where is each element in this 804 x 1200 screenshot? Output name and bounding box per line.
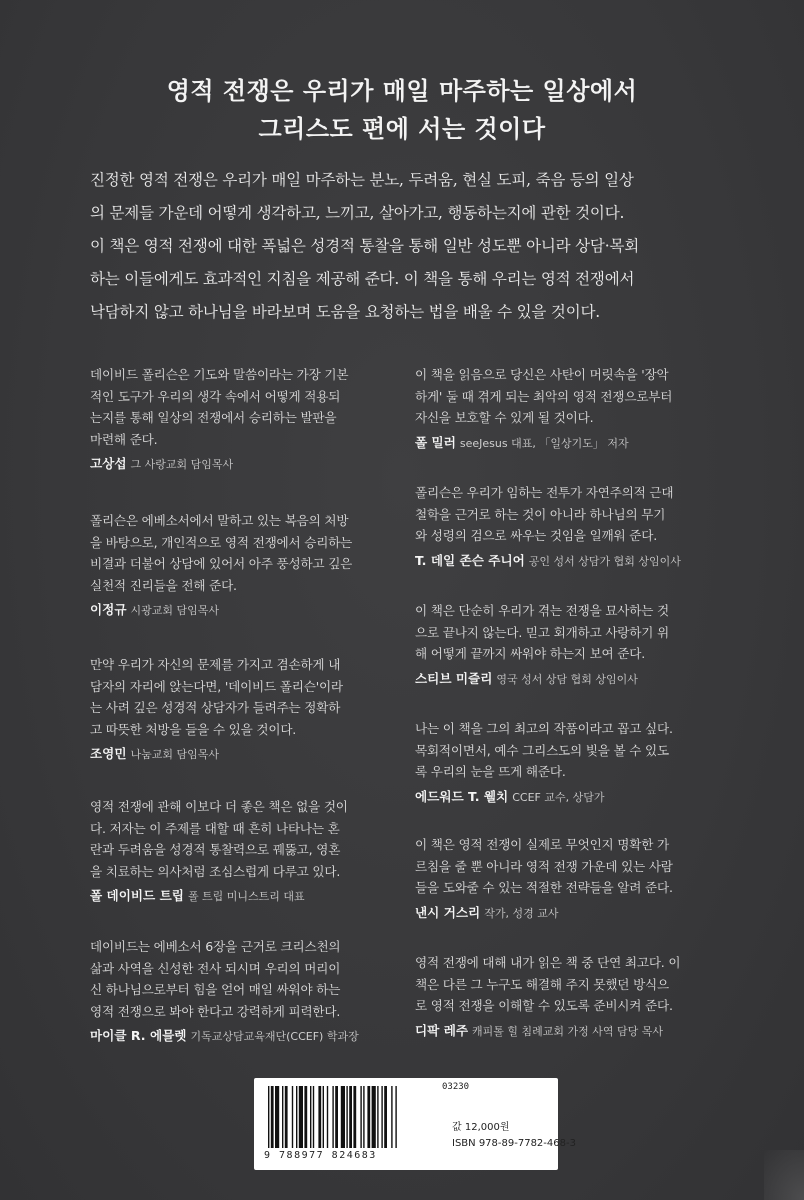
endorser [90, 600, 390, 621]
endorsement-line: 영적 전쟁에 관해 이보다 더 좋은 책은 없을 것이 [90, 799, 348, 814]
endorser-name: 이정규 [90, 602, 127, 617]
endorsement [90, 654, 390, 765]
barcode-bar [275, 1086, 279, 1148]
endorsement-line: 란과 두려움을 성경적 통찰력으로 꿰뚫고, 영혼 [90, 842, 341, 857]
corner-smudge [764, 1150, 804, 1200]
endorser-name: 고상섭 [90, 456, 127, 471]
intro-line: 하는 이들에게도 효과적인 지침을 제공해 준다. 이 책을 통해 우리는 영적 전쟁에서 [90, 270, 635, 288]
endorsement-line: 으로 끝나지 않는다. 믿고 회개하고 사랑하기 위 [415, 624, 669, 640]
endorser-name: 스티브 미즐리 [415, 670, 493, 686]
endorsement-line: 는지를 통해 일상의 전쟁에서 승리하는 발판을 [90, 410, 337, 425]
barcode-bar [285, 1086, 288, 1148]
endorser-role: 공인 성서 상담가 협회 상임이사 [528, 554, 681, 568]
barcode-bar [268, 1086, 269, 1148]
barcode-bar [310, 1086, 311, 1148]
endorser-role: 기독교상담교육재단(CCEF) 학과장 [190, 1030, 359, 1043]
endorser [415, 669, 715, 690]
endorsement-line: 영적 전쟁으로 봐야 한다고 강력하게 피력한다. [90, 1003, 341, 1019]
endorsement-text [90, 936, 390, 1022]
endorsement-line: 는 사려 깊은 성경적 상담자가 들려주는 정확하 [90, 700, 341, 715]
barcode-bar [395, 1086, 396, 1148]
endorsement [90, 796, 390, 907]
barcode-bar [384, 1086, 387, 1148]
isbn-barcode-label [254, 1078, 576, 1170]
endorser-role: seeJesus 대표, 「일상기도」 저자 [459, 436, 629, 450]
intro-line: 진정한 영적 전쟁은 우리가 매일 마주하는 분노, 두려움, 현실 도피, 죽음 등의 일상 [90, 171, 634, 189]
endorser-role: 그 사랑교회 담임목사 [130, 458, 234, 471]
endorser-role: 나눔교회 담임목사 [130, 748, 220, 761]
barcode-bar [360, 1086, 361, 1148]
intro-line: 이 책은 영적 전쟁에 대한 폭넓은 성경적 통찰을 통해 일반 성도뿐 아니라 상담·목회 [90, 237, 639, 255]
endorser-name: 낸시 거스리 [415, 904, 481, 920]
barcode-bar [292, 1086, 293, 1148]
endorsement-text [415, 718, 715, 783]
endorsement-line: 나는 이 책을 그의 최고의 작품이라고 꼽고 싶다. [415, 721, 673, 736]
endorser-name: 폴 밀러 [415, 434, 456, 450]
endorser [90, 454, 390, 475]
endorsement-line: 르침을 줄 뿐 아니라 영적 전쟁 가운데 있는 사람 [415, 858, 673, 874]
endorsement-line: 영적 전쟁에 대해 내가 읽은 책 중 단연 최고다. 이 [415, 955, 681, 970]
barcode-bar [299, 1086, 303, 1148]
endorser [415, 787, 715, 808]
endorsement-line: 자신을 보호할 수 있게 될 것이다. [415, 410, 594, 425]
endorser-name: 폴 데이비드 트립 [90, 888, 184, 903]
endorsement-line: 비결과 더불어 상담에 있어서 아주 풍성하고 깊은 [90, 556, 353, 571]
endorsement [415, 600, 715, 690]
endorsement-line: 목회적이면서, 예수 그리스도의 빛을 볼 수 있도 [415, 742, 669, 758]
endorsement-line: 이 책은 영적 전쟁이 실제로 무엇인지 명확한 가 [415, 837, 669, 852]
endorsement [415, 952, 715, 1042]
endorsement [415, 364, 715, 454]
endorsement-line: 고 따뜻한 처방을 들을 수 있을 것이다. [90, 721, 297, 737]
barcode-bar [346, 1086, 347, 1148]
barcode-bar [349, 1086, 352, 1148]
intro-line: 의 문제들 가운데 어떻게 생각하고, 느끼고, 살아가고, 행동하는지에 관한 것이다. [90, 204, 625, 222]
endorser [90, 744, 390, 765]
endorsement-line: 을 치료하는 의사처럼 조심스럽게 다루고 있다. [90, 863, 341, 879]
endorsement-text [415, 952, 715, 1017]
endorser-role: CCEF 교수, 상담가 [512, 790, 605, 804]
intro-paragraph [90, 164, 714, 329]
endorser-role: 영국 성서 상담 협회 상임이사 [496, 672, 638, 686]
endorsement-text [415, 600, 715, 665]
endorser-role: 캐피톨 힐 침례교회 가정 사역 담당 목사 [472, 1024, 664, 1038]
addon-code: 03230 [442, 1082, 470, 1092]
isbn-text: ISBN 978-89-7782-468-3 [452, 1138, 576, 1149]
headline [0, 72, 804, 148]
barcode-bar [313, 1086, 314, 1148]
barcode-bar [323, 1086, 324, 1148]
endorser-name: 마이클 R. 에믈렛 [90, 1028, 187, 1043]
endorser [415, 551, 715, 572]
barcode-bar [282, 1086, 283, 1148]
endorsement-line: 책은 다른 그 누구도 해결해 주지 못했던 방식으 [415, 976, 669, 992]
endorsement-line: 이 책을 읽음으로 당신은 사탄이 머릿속을 '장악 [415, 367, 669, 382]
endorsement-text [90, 510, 390, 596]
endorsement-line: 실천적 진리들을 전해 준다. [90, 577, 237, 593]
barcode-bar [332, 1086, 333, 1148]
endorsement [415, 718, 715, 808]
barcode-bar [304, 1086, 307, 1148]
endorsement-line: 담자의 자리에 앉는다면, '데이비드 폴리슨'이라 [90, 678, 343, 694]
barcode-bar [296, 1086, 297, 1148]
barcode-image [264, 1086, 442, 1150]
barcode-bar [327, 1086, 328, 1148]
endorser-name: T. 데일 존슨 주니어 [415, 552, 525, 568]
headline-line-1: 영적 전쟁은 우리가 매일 마주하는 일상에서 [166, 77, 638, 105]
endorsement-line: 이 책은 단순히 우리가 겪는 전쟁을 묘사하는 것 [415, 603, 669, 618]
endorser [415, 433, 715, 454]
endorsement-line: 해 어떻게 끝까지 싸워야 하는지 보여 준다. [415, 646, 646, 661]
endorsement-line: 폴리슨은 에베소서에서 말하고 있는 복음의 처방 [90, 513, 349, 528]
endorsement [90, 936, 390, 1047]
barcode-bar [353, 1086, 356, 1148]
barcode-bar [318, 1086, 321, 1148]
endorser [90, 1026, 390, 1047]
endorsement [90, 510, 390, 621]
price-text: 값 12,000원 [452, 1122, 510, 1133]
endorsement-line: 마련해 준다. [90, 431, 158, 447]
headline-line-2: 그리스도 편에 서는 것이다 [258, 115, 546, 143]
barcode-digits: 9 788977 824683 [264, 1150, 377, 1161]
endorsement-line: 하게' 둘 때 겪게 되는 최악의 영적 전쟁으로부터 [415, 388, 673, 404]
endorser-name: 디팍 레주 [415, 1022, 469, 1038]
endorser-name: 에드워드 T. 웰치 [415, 788, 509, 804]
barcode-bar [372, 1086, 376, 1148]
endorser-role: 시광교회 담임목사 [130, 604, 220, 617]
barcode-bar [377, 1086, 378, 1148]
endorsement-line: 적인 도구가 우리의 생각 속에서 어떻게 적용되 [90, 388, 341, 404]
endorsement-text [90, 654, 390, 740]
endorsement-line: 록 우리의 눈을 뜨게 해준다. [415, 764, 566, 779]
barcode-bar [367, 1086, 370, 1148]
endorser [415, 1021, 715, 1042]
price-block [452, 1120, 576, 1152]
endorser [415, 903, 715, 924]
endorsement-text [90, 364, 390, 450]
endorsement-line: 데이비드는 에베소서 6장을 근거로 크리스천의 [90, 939, 341, 954]
endorsement-line: 와 성령의 검으로 싸우는 것임을 일깨워 준다. [415, 528, 658, 543]
endorsement-line: 다. 저자는 이 주제를 대할 때 흔히 나타나는 혼 [90, 820, 340, 836]
barcode-bar [335, 1086, 338, 1148]
barcode-bar [271, 1086, 274, 1148]
endorsement-line: 데이비드 폴리슨은 기도와 말씀이라는 가장 기본 [90, 367, 349, 382]
endorser-name: 조영민 [90, 746, 127, 761]
endorsement-text [415, 364, 715, 429]
endorser-role: 폴 트립 미니스트리 대표 [187, 890, 305, 903]
endorser-role: 작가, 성경 교사 [484, 906, 559, 920]
barcode-bar [391, 1086, 392, 1148]
endorser [90, 886, 390, 907]
endorsement-line: 삶과 사역을 신성한 전사 되시며 우리의 머리이 [90, 960, 341, 976]
endorsement-line: 을 바탕으로, 개인적으로 영적 전쟁에서 승리하는 [90, 534, 353, 550]
endorsement-text [415, 482, 715, 547]
endorsement-line: 들을 도와줄 수 있는 적절한 전략들을 알려 준다. [415, 880, 673, 895]
endorsement-line: 신 하나님으로부터 힘을 얻어 매일 싸워야 하는 [90, 982, 341, 997]
barcode-bar [381, 1086, 382, 1148]
endorsement-line: 만약 우리가 자신의 문제를 가지고 겸손하게 내 [90, 657, 341, 672]
endorsement-line: 로 영적 전쟁을 이해할 수 있도록 준비시켜 준다. [415, 998, 673, 1013]
endorsement [415, 834, 715, 924]
endorsement-text [415, 834, 715, 899]
barcode-bar [363, 1086, 364, 1148]
barcode-bar [341, 1086, 345, 1148]
intro-line: 낙담하지 않고 하나님을 바라보며 도움을 요청하는 법을 배울 수 있을 것이다. [90, 303, 600, 321]
endorsement-line: 철학을 근거로 하는 것이 아니라 하나님의 무기 [415, 506, 666, 522]
endorsement [415, 482, 715, 572]
endorsement-text [90, 796, 390, 882]
endorsement [90, 364, 390, 475]
endorsement-line: 폴리슨은 우리가 임하는 전투가 자연주의적 근대 [415, 485, 674, 500]
